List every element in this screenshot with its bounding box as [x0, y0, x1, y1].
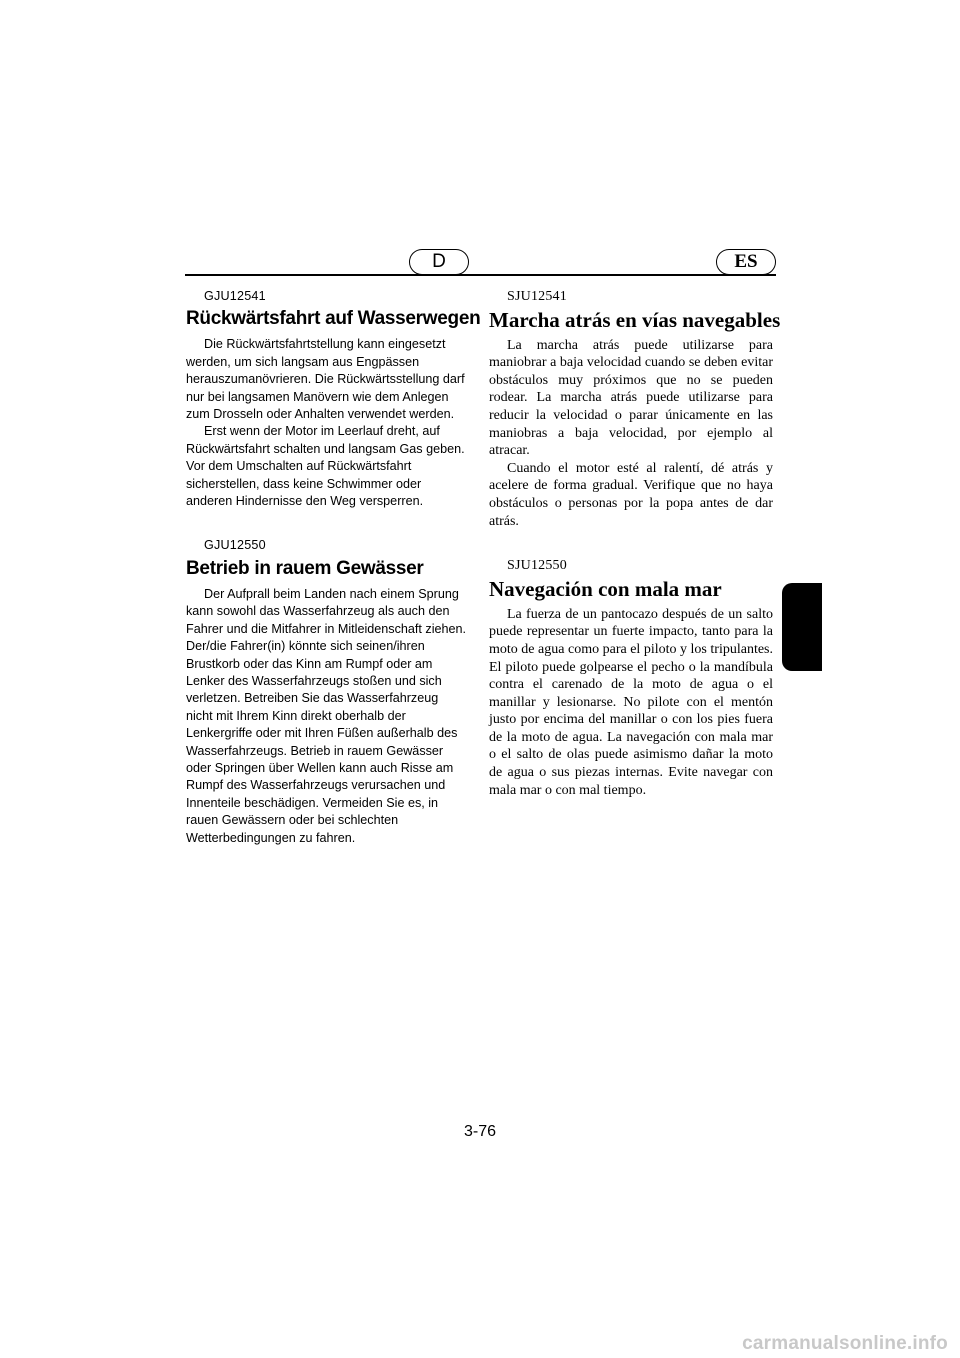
spanish-section-reverse — [489, 288, 781, 530]
section-code: SJU12541 — [507, 289, 567, 304]
german-column — [186, 288, 481, 847]
section-title: Marcha atrás en vías navegables — [489, 307, 781, 332]
paragraph: Die Rückwärtsfahrtstellung kann eingesetzt werden, um sich langsam aus Engpässen herauszumanövrieren. Die Rückwärtsstellung darf nur bei langsamen Manövern wie dem Anlegen zum Drosseln oder Anhalten verwendet werden. — [186, 337, 465, 422]
section-title: Navegación con mala mar — [489, 576, 722, 601]
watermark: carmanualsonline.info — [742, 1333, 948, 1354]
chapter-thumb-tab — [782, 583, 822, 671]
language-tab-spanish: ES — [716, 249, 776, 275]
paragraph: Cuando el motor esté al ralentí, dé atrás y acelere de forma gradual. Verifique que no haya obstáculos o personas por la popa antes de dar atrás. — [489, 460, 773, 529]
paragraph: Der Aufprall beim Landen nach einem Sprung kann sowohl das Wasserfahrzeug als auch den Fahrer und die Mitfahrer in Mitleidenschaft ziehen. Der/die Fahrer(in) könnte sich seinen/ihren Brustkorb oder das Kinn am Rumpf oder am Lenker des Wasserfahrzeugs stoßen und sich verletzen. Betreiben Sie das Wasserfahrzeug nicht mit Ihrem Kinn direkt oberhalb der Lenkergriffe oder mit Ihren Füßen außerhalb des Wasserfahrzeugs. Betrieb in rauem Gewässer oder Springen über Wellen kann auch Risse am Rumpf des Wasserfahrzeugs verursachen und Innenteile beschädigen. Vermeiden Sie es, in rauen Gewässern oder bei schlechten Wetterbedingungen zu fahren. — [186, 586, 467, 845]
section-title: Rückwärtsfahrt auf Wasserwegen — [186, 308, 481, 330]
german-section-reverse — [186, 288, 481, 510]
header-rule — [185, 274, 776, 276]
spanish-column — [489, 288, 781, 799]
page-number: 3-76 — [463, 1123, 497, 1140]
section-code: SJU12550 — [507, 558, 567, 574]
paragraph: La marcha atrás puede utilizarse para maniobrar a baja velocidad cuando se deben evitar obstáculos muy próximos que no se pueden rodear. La marcha atrás puede utilizarse para reducir la velocidad o parar únicamente en las maniobras a baja velocidad, por ejemplo al atracar. — [489, 337, 773, 459]
paragraph: Erst wenn der Motor im Leerlauf dreht, auf Rückwärtsfahrt schalten und langsam Gas geben. Vor dem Umschalten auf Rückwärtsfahrt sicherstellen, dass keine Schwimmer oder anderen Hindernisse den Weg versperren. — [186, 424, 465, 509]
language-tab-german: D — [409, 249, 469, 275]
german-section-rough-water — [186, 537, 468, 847]
section-title: Betrieb in rauem Gewässer — [186, 557, 424, 579]
section-code: GJU12541 — [204, 289, 266, 303]
paragraph: La fuerza de un pantocazo después de un salto puede representar un fuerte impacto, tanto para la moto de agua como para el piloto y los tripulantes. El piloto puede golpearse el pecho o la mandíbula contra el carenado de la moto de agua o el manillar y lesionarse. No pilote con el mentón justo por encima del manillar o con los pies fuera de la moto de agua. La navegación con mala mar o el salto de olas puede asimismo dañar la moto de agua o sus piezas internas. Evite navegar con mala mar o con mal tiempo. — [489, 606, 773, 798]
section-code: GJU12550 — [204, 538, 266, 553]
spanish-section-rough-water — [489, 557, 773, 799]
